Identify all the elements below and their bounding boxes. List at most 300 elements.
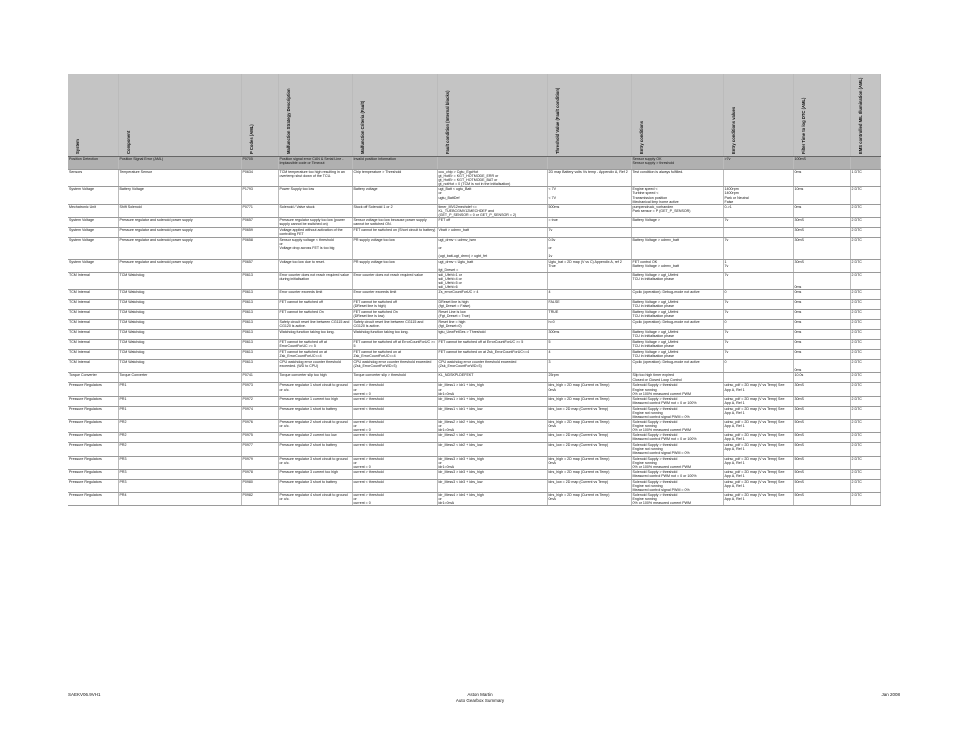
table-cell: 2 DTC	[850, 300, 880, 310]
table-cell: 2 DTC	[850, 310, 880, 320]
table-cell: 2 DTC	[850, 406, 880, 419]
table-cell: KL_NDSKPLDEFEKT	[437, 373, 547, 383]
table-row	[68, 170, 880, 187]
table-cell: idrs_high = 2D map (Current vs Temp)	[547, 469, 631, 479]
table-cell: sdi_UfehI=1 or sdi_Ufehl=4 or sdi_Ufehl=5 or sdi_Ufehl=6	[437, 272, 547, 289]
table-cell: P0978	[241, 469, 278, 479]
table-cell: Pressure Regulators	[68, 443, 118, 456]
table-cell: 2D map Battery volts Vs temp - Appendix A, Ref 2	[547, 170, 631, 187]
table-cell: TCM Watchdog	[118, 272, 241, 289]
table-cell: Pressure regulator 3 short to battery	[278, 479, 352, 492]
table-cell: Stuck off Solenoid 1 or 2	[352, 204, 437, 217]
table-cell: Solenoid Supply > threshold Engine running 0% or 100% measured current PWM	[631, 383, 723, 396]
table-cell: P0659	[241, 228, 278, 238]
table-cell: Position Signal Error (AML)	[118, 157, 241, 170]
table-cell: Solenoid Supply > threshold Measured control PWM not = 0 or 100%	[631, 469, 723, 479]
table-row	[68, 479, 880, 492]
table-cell: P0658	[241, 238, 278, 259]
table-cell: 2 DTC	[850, 420, 880, 433]
table-row	[68, 272, 880, 289]
table-cell: P0705	[241, 157, 278, 170]
table-cell: 0ms	[793, 350, 850, 360]
table-cell: 2 DTC	[850, 360, 880, 373]
table-cell: current < threshold	[352, 433, 437, 443]
table-cell: udrsc_pdf = 2D map (V vs Temp) See App A, Ref 1	[723, 456, 793, 469]
column-header: Malfunction Strategy Description	[278, 74, 352, 157]
table-row	[68, 340, 880, 350]
table-cell: udrsc_pdf = 2D map (V vs Temp) See App A, Ref 1	[723, 479, 793, 492]
table-cell: 30mS	[793, 228, 850, 238]
table-cell: 0ms	[793, 300, 850, 310]
table-cell: udrsc_pdf = 2D map (V vs Temp) See App A, Ref 1	[723, 493, 793, 506]
table-cell: Solenoid Supply > threshold Engine running 0% or 100% measured current PWM	[631, 456, 723, 469]
table-cell: FET cannot be switched on at Zsk_ErrorCountForUC<=4	[278, 350, 352, 360]
table-row	[68, 373, 880, 383]
table-cell: Battery Voltage > ugt_UIefmi TCU in initialisation phase	[631, 300, 723, 310]
table-cell: FET cannot be switched On (DReset line is low)	[352, 310, 437, 320]
table-cell: udrsc_pdf = 2D map (V vs Temp) See App A, Ref 1	[723, 443, 793, 456]
table-cell	[723, 373, 793, 383]
table-cell: 2 DTC	[850, 350, 880, 360]
table-cell: 2 DTC	[850, 290, 880, 300]
table-cell: idrs_high = 2D map (Current vs Temp) 0mA	[547, 456, 631, 469]
table-cell	[723, 170, 793, 187]
document-code: SAEKV06.9VH1	[68, 692, 101, 697]
table-cell: 7v	[723, 330, 793, 340]
table-cell: Battery voltage	[352, 187, 437, 204]
table-cell: 50mS	[793, 433, 850, 443]
table-cell: P0634	[241, 170, 278, 187]
column-header: Fault condition (Internal blocks)	[437, 74, 547, 157]
table-cell: Solenoid Supply > threshold Engine not running Measured control signal PWM = 0%	[631, 406, 723, 419]
table-cell: TCM Internal	[68, 310, 118, 320]
table-cell: 0->1	[723, 204, 793, 217]
table-cell: tgtu_UewFetGes > Threshold	[437, 330, 547, 340]
table-row	[68, 259, 880, 272]
table-cell: PR3	[118, 456, 241, 469]
table-cell: TCM Internal	[68, 360, 118, 373]
table-cell: Voltage too low due to reset.	[278, 259, 352, 272]
table-cell: 30mS	[793, 396, 850, 406]
column-header: Entry conditions	[631, 74, 723, 157]
table-cell: idr_Mess2 > idr2 + idrs_high or idr1=0mA	[437, 420, 547, 433]
table-cell: idr_Mess1 > idr1 + idrs_high	[437, 396, 547, 406]
table-cell: FET control OK Battery Voltage > udrmv_batt	[631, 259, 723, 272]
table-row	[68, 469, 880, 479]
table-cell: FET cannot be switched on at Zsk_ErrorCountForUC<=4	[352, 350, 437, 360]
table-cell: 4	[547, 350, 631, 360]
table-cell: Position signal error CAN & Serial Line - Implausible code or Timeout	[278, 157, 352, 170]
table-cell: 50mS	[793, 420, 850, 433]
table-cell: Pressure regulator and solenoid power supply	[118, 228, 241, 238]
table-cell: udrsc_pdf = 2D map (V vs Temp) See App A, Ref 1	[723, 396, 793, 406]
table-cell: 500ms	[547, 204, 631, 217]
table-cell: 30mS	[793, 259, 850, 272]
table-cell: ccu_chip > Cgtu_EgcHot gt_HotEr = KGT_HOTMODE_ERR or gt_HotEr = KGT_HOTMODE_BAT or gt_notHot = 0 (TCM is not in the initialisation)	[437, 170, 547, 187]
table-cell: 300ms	[547, 330, 631, 340]
table-cell: 2 DTC	[850, 456, 880, 469]
table-cell: PR1	[118, 396, 241, 406]
column-header: Malfunction Criteria (Fault)	[352, 74, 437, 157]
column-header: Threshold Value (Fault condition)	[547, 74, 631, 157]
table-cell: TCM Internal	[68, 272, 118, 289]
table-row	[68, 360, 880, 373]
table-cell: idr_Mess3 > idr3 + idrs_high	[437, 469, 547, 479]
table-cell: FET off	[437, 218, 547, 228]
table-cell: System Voltage	[68, 218, 118, 228]
table-cell: Pressure regulator supply too low (power supply cannot be switched on)	[278, 218, 352, 228]
table-cell: Sensors	[68, 170, 118, 187]
table-cell: FALSE	[547, 300, 631, 310]
table-cell: 0ms	[793, 320, 850, 330]
table-row	[68, 420, 880, 433]
column-header: System	[68, 74, 118, 157]
table-cell: FET cannot be switched off (DReset line is high)	[352, 300, 437, 310]
table-cell: Battery Voltage > ugt_UIefmi TCU in initialisation phase	[631, 340, 723, 350]
table-cell: 0ms	[793, 360, 850, 373]
table-cell: 0	[723, 290, 793, 300]
table-cell: idrs_high = 2D map (Current vs Temp) 0mA	[547, 493, 631, 506]
table-cell: 50mS	[793, 479, 850, 492]
table-cell: current > threshold or current = 0	[352, 420, 437, 433]
table-cell: 2 DTC	[850, 396, 880, 406]
table-cell: P0980	[241, 479, 278, 492]
table-cell	[547, 157, 631, 170]
table-cell: 2 DTC	[850, 320, 880, 330]
table-cell: 2 DTC	[850, 272, 880, 289]
table-cell: 2 DTC	[850, 383, 880, 396]
document-title	[0, 692, 960, 703]
table-row	[68, 443, 880, 456]
table-cell: Pressure Regulators	[68, 493, 118, 506]
table-cell: 5	[547, 340, 631, 350]
table-cell: System Voltage	[68, 187, 118, 204]
table-cell: Mechatronic Unit	[68, 204, 118, 217]
table-cell: FET cannot be switched off at ErrorCountForUC >= 5	[353, 340, 436, 349]
table-cell: P0613	[241, 320, 278, 330]
table-cell: 10.0s	[793, 373, 850, 383]
table-cell: current > threshold or current = 0	[352, 456, 437, 469]
table-row	[68, 493, 880, 506]
table-cell: Battery Voltage	[118, 187, 241, 204]
table-cell: 2 DTC	[850, 433, 880, 443]
table-cell: Pressure Regulators	[68, 396, 118, 406]
table-cell: Sensor voltage too low because power supply cannot be switched ON.	[352, 218, 437, 228]
table-cell: TCM Internal	[68, 290, 118, 300]
table-row	[68, 238, 880, 259]
column-header: Entry conditions values	[723, 74, 793, 157]
table-cell: 2 DTC	[850, 204, 880, 217]
table-cell: PR3	[118, 479, 241, 492]
table-cell: current > threshold or current = 0	[352, 493, 437, 506]
table-cell: PR supply voltage too low	[352, 238, 437, 259]
table-cell: TCM Watchdog	[118, 350, 241, 360]
table-row	[68, 406, 880, 419]
header-row	[68, 74, 880, 157]
table-cell: TCM Internal	[68, 340, 118, 350]
table-cell: 7v	[723, 310, 793, 320]
table-cell: Safety circuit reset line between CG115 and CG120 is active.	[278, 320, 352, 330]
table-cell: Battery Voltage > ugt_UIefmi TCU in initialisation phase	[631, 272, 723, 289]
table-cell: TCM Watchdog	[118, 340, 241, 350]
table-cell: DReset line is high (fgt_Dreset = False)	[437, 300, 547, 310]
table-cell: 50mS	[793, 456, 850, 469]
table-row	[68, 218, 880, 228]
table-cell	[850, 157, 880, 170]
table-cell: P0771	[241, 204, 278, 217]
table-cell: Torque Converter	[118, 373, 241, 383]
table-row	[68, 320, 880, 330]
table-row	[68, 433, 880, 443]
table-cell: P0613	[241, 360, 278, 373]
table-cell: Pressure regulator and solenoid power supply	[118, 238, 241, 259]
table-row	[68, 330, 880, 340]
table-cell: = true	[547, 218, 631, 228]
table-cell: Error counter exceeds limit	[278, 290, 352, 300]
table-cell: System Voltage	[68, 238, 118, 259]
table-cell: Safety circuit reset line between CG115 and CG120 is active.	[352, 320, 437, 330]
table-cell: Position Detection	[68, 157, 118, 170]
table-cell: Pressure Regulators	[68, 479, 118, 492]
table-cell: Pressure regulator 1 short to battery	[278, 406, 352, 419]
table-cell: Watchdog function taking too long.	[278, 330, 352, 340]
table-cell: P0613	[241, 290, 278, 300]
table-cell: current < threshold	[352, 406, 437, 419]
table-cell: udrsc_pdf = 2D map (V vs Temp) See App A, Ref 1	[723, 406, 793, 419]
table-cell: 0ms	[793, 310, 850, 320]
table-cell: Torque Converter	[68, 373, 118, 383]
table-cell: Solenoid Supply > threshold Measured control PWM not = 0 or 100%	[631, 396, 723, 406]
table-cell: udrsc_pdf = 2D map (V vs Temp) See App A, Ref 1	[723, 433, 793, 443]
table-cell: TCM temperature too high resulting in an overtemp shut down of the TCU.	[278, 170, 352, 187]
table-cell: 7v	[723, 300, 793, 310]
table-cell: Solenoid Supply > threshold Engine running 0% or 100% measured current PWM	[631, 493, 723, 506]
table-row	[68, 350, 880, 360]
table-cell: idrs_low = 2D map (Current vs Temp)	[547, 443, 631, 456]
table-cell: idr_Mess3 > idr3 + idrs_high or idr1=0mA	[437, 456, 547, 469]
table-cell	[723, 228, 793, 238]
table-cell: Error counter exceeds limit	[352, 290, 437, 300]
table-cell: idrs_low = 2D map (Current vs Temp)	[547, 406, 631, 419]
table-cell: idrs_high = 2D map (Current vs Temp)	[547, 396, 631, 406]
table-cell: idr_Mess4 > idr4 + idrs_high or idr1=0mA	[437, 493, 547, 506]
table-cell: 3	[547, 360, 631, 373]
table-cell: P0973	[241, 383, 278, 396]
table-cell: 25rpm	[547, 373, 631, 383]
table-row	[68, 204, 880, 217]
table-cell: Torque converter slip too high	[278, 373, 352, 383]
table-cell: Battery Voltage > udrmv_batt	[631, 238, 723, 259]
table-cell: Pressure regulator 1 short circuit to ground or o/c.	[278, 383, 352, 396]
table-cell: Pressure regulator and solenoid power supply	[118, 259, 241, 272]
table-cell: Solenoid / Valve stuck	[278, 204, 352, 217]
table-cell: P0613	[241, 310, 278, 320]
table-cell: h=0	[547, 320, 631, 330]
column-header: Filter Time to log DTC (AML)	[793, 74, 850, 157]
table-cell: Sensor supply voltage < threshold or Voltage drop across FET is too big	[278, 238, 352, 259]
table-cell: P0979	[241, 456, 278, 469]
table-cell: Pressure Regulators	[68, 420, 118, 433]
table-cell: Slip too high timer expired Closed or Closed Loop Control	[631, 373, 723, 383]
table-cell: Battery Voltage > ugt_UIefmi TCU in initialisation phase	[631, 310, 723, 320]
table-cell: P0974	[241, 406, 278, 419]
table-cell: ugt_drmv < Ugtu_batt fgt_Dreset =	[437, 259, 547, 272]
table-cell: idr_Mess1 < idr1 + idrs_low	[437, 406, 547, 419]
table-cell: Pressure regulator 1 current too high	[278, 396, 352, 406]
table-cell: TRUE	[547, 310, 631, 320]
table-cell: 50mS	[793, 443, 850, 456]
table-cell: TCM Watchdog	[118, 290, 241, 300]
table-cell: P0972	[241, 396, 278, 406]
table-cell: 2 DTC	[850, 340, 880, 350]
table-cell: 2 DTC	[850, 479, 880, 492]
table-cell: TCM Watchdog	[118, 320, 241, 330]
table-cell: Sensor supply OK Sensor supply > threshold	[631, 157, 723, 170]
table-cell: 7v	[723, 350, 793, 360]
table-cell: 2 DTC	[850, 443, 880, 456]
table-cell: PR1	[118, 383, 241, 396]
table-cell: TCM Watchdog	[118, 300, 241, 310]
table-cell: P0975	[241, 433, 278, 443]
table-cell: P0657	[241, 218, 278, 228]
table-cell: idr_Mess2 < idr2 + idrs_low	[437, 433, 547, 443]
dtc-table	[68, 74, 881, 506]
table-row	[68, 383, 880, 396]
table-cell: FET cannot be switched on (Short circuit to battery)	[352, 228, 437, 238]
obd-summary-sheet	[68, 74, 880, 506]
table-cell: Cyclic (operation): Debug-mode not active	[631, 360, 723, 373]
table-cell: FET cannot be switched on at Zsk_ErrorCountForUC<=4	[437, 350, 547, 360]
table-row	[68, 228, 880, 238]
table-cell: Cyclic (operation): Debug-mode not active	[631, 290, 723, 300]
table-cell: 2 DTC	[850, 187, 880, 204]
table-cell: 0ms	[793, 340, 850, 350]
table-cell: Pressure Regulators	[68, 456, 118, 469]
table-cell: timer_MV12mechdef <= KL_TUEBCGMV12MECHDEF and (GET_P_SENSOR = 0 or GET_P_SENSOR = 2)	[437, 204, 547, 217]
table-cell: TCM Internal	[68, 350, 118, 360]
table-cell: System Voltage	[68, 259, 118, 272]
table-cell: TCM Watchdog	[118, 330, 241, 340]
table-cell: Solenoid Supply > threshold Engine not running Measured control signal PWM = 0%	[631, 479, 723, 492]
table-row	[68, 290, 880, 300]
table-cell: TCM Internal	[68, 300, 118, 310]
table-cell: Zs_errorCountForUC > 4	[437, 290, 547, 300]
table-cell: current > threshold	[352, 469, 437, 479]
table-cell: TCM Internal	[68, 330, 118, 340]
table-cell: 0.5v or 1v	[547, 238, 631, 259]
table-cell: 0ms	[793, 290, 850, 300]
table-cell: FET cannot be switched off	[278, 300, 352, 310]
table-cell: idrs_low = 2D map (Current vs Temp)	[547, 433, 631, 443]
table-cell: Pressure Regulators	[68, 433, 118, 443]
table-cell: 2 DTC	[850, 259, 880, 272]
table-cell: Ugtu_bat = 2D map (V vs C) Appendix A, ref 2 True	[547, 259, 631, 272]
table-cell: PR2	[118, 433, 241, 443]
document-subtitle: Auto Gearbox Summary	[455, 697, 505, 703]
table-cell: idr_Mess3 < idr3 + idrs_low	[437, 479, 547, 492]
table-cell: idr_Mess2 < idr2 + idrs_low	[437, 443, 547, 456]
table-cell: 1400rpm 1400rpm Park or Neutral False	[723, 187, 793, 204]
table-cell: 7v	[547, 228, 631, 238]
table-cell: Test condition is always fulfilled.	[631, 170, 723, 187]
table-cell: PR supply voltage too low	[352, 259, 437, 272]
table-cell: Pressure regulator 2 short to battery	[278, 443, 352, 456]
table-cell: CPU watchdog error counter threshold exceeded (Zsk_ErrorCountForWD>3)	[352, 360, 437, 373]
table-cell: 2 DTC	[850, 330, 880, 340]
table-cell: 0	[723, 360, 793, 373]
table-cell: PR1	[118, 406, 241, 419]
table-cell: Pressure Regulators	[68, 406, 118, 419]
column-header: EMS controlled MIL Illumination (AML)	[850, 74, 880, 157]
table-cell: 30mS	[793, 406, 850, 419]
table-cell: System Voltage	[68, 228, 118, 238]
table-cell: current < threshold	[352, 479, 437, 492]
table-cell: < 7V < 7V	[547, 187, 631, 204]
table-cell: ugt_Batt < ugtu_Batt or ugtu_BattDef	[437, 187, 547, 204]
table-cell: >7v	[723, 157, 793, 170]
table-cell: P0976	[241, 420, 278, 433]
table-cell: Solenoid Supply > threshold Engine not running Measured control signal PWM = 0%	[631, 443, 723, 456]
table-cell: Pressure regulator and solenoid power supply	[118, 218, 241, 228]
table-cell: P0977	[241, 443, 278, 456]
table-cell: 100mS	[793, 157, 850, 170]
table-row	[68, 157, 880, 170]
table-cell: idrs_high = 2D map (Current vs Temp) 0mA	[547, 383, 631, 396]
table-cell: 0ms	[793, 330, 850, 340]
table-cell: Pressure regulator 4 short circuit to ground or o/c.	[278, 493, 352, 506]
table-cell: 50mS	[793, 493, 850, 506]
table-cell: Vbatt > udrmv_batt	[437, 228, 547, 238]
table-cell: Pressure regulator 3 current too high	[278, 469, 352, 479]
table-cell: 7v	[723, 340, 793, 350]
table-cell: Battery Voltage >	[631, 218, 723, 228]
table-cell: TCM Watchdog	[118, 360, 241, 373]
table-cell: Solenoid Supply > threshold Measured control PWM not = 0 or 100%	[631, 433, 723, 443]
table-cell: Power Supply too low	[278, 187, 352, 204]
column-header: P Codes (AML)	[241, 74, 278, 157]
table-cell: 2 DTC	[850, 228, 880, 238]
table-body	[68, 157, 880, 506]
table-cell: idrs_high = 2D map (Current vs Temp) 0mA	[547, 420, 631, 433]
table-cell: Error counter does not reach required value during initialisation	[278, 272, 352, 289]
table-cell: PR2	[118, 420, 241, 433]
table-cell: 0ms	[793, 272, 850, 289]
table-cell: Chip temperature > Threshold	[352, 170, 437, 187]
table-cell: Engine speed < Turbine speed < Transmission position Mechanical limp home active	[631, 187, 723, 204]
table-cell: FET cannot be switched On	[278, 310, 352, 320]
table-cell: 1 DTC	[850, 170, 880, 187]
table-cell: Temperature Sensor	[118, 170, 241, 187]
table-cell	[631, 228, 723, 238]
table-row	[68, 310, 880, 320]
table-cell: 2 DTC	[850, 238, 880, 259]
table-cell: udrsc_pdf = 2D map (V vs Temp) See App A, Ref 1	[723, 420, 793, 433]
table-cell: Watchdog function taking too long.	[352, 330, 437, 340]
table-cell: Solenoid Supply > threshold Engine running 0% or 100% measured current PWM	[631, 420, 723, 433]
table-cell: 4	[547, 290, 631, 300]
table-cell: PR3	[118, 469, 241, 479]
table-cell: current > threshold	[352, 396, 437, 406]
table-cell: Reset line = high (fgt_Dreset=0)	[437, 320, 547, 330]
table-cell: Error counter does not reach required value	[352, 272, 437, 289]
table-cell: ugt_drmv < udrmv_isen or (ugt_batt-ugt_drmv) > ugbt_fet	[437, 238, 547, 259]
table-cell: udrsc_pdf = 2D map (V vs Temp) See App A, Ref 1	[723, 469, 793, 479]
table-cell: Invalid position information	[352, 157, 437, 170]
table-cell: udrsc_pdf = 2D map (V vs Temp) See App A, Ref 1	[723, 383, 793, 396]
table-cell: 2 DTC	[850, 218, 880, 228]
table-cell: P1793	[241, 187, 278, 204]
table-cell: 7v	[723, 238, 793, 259]
